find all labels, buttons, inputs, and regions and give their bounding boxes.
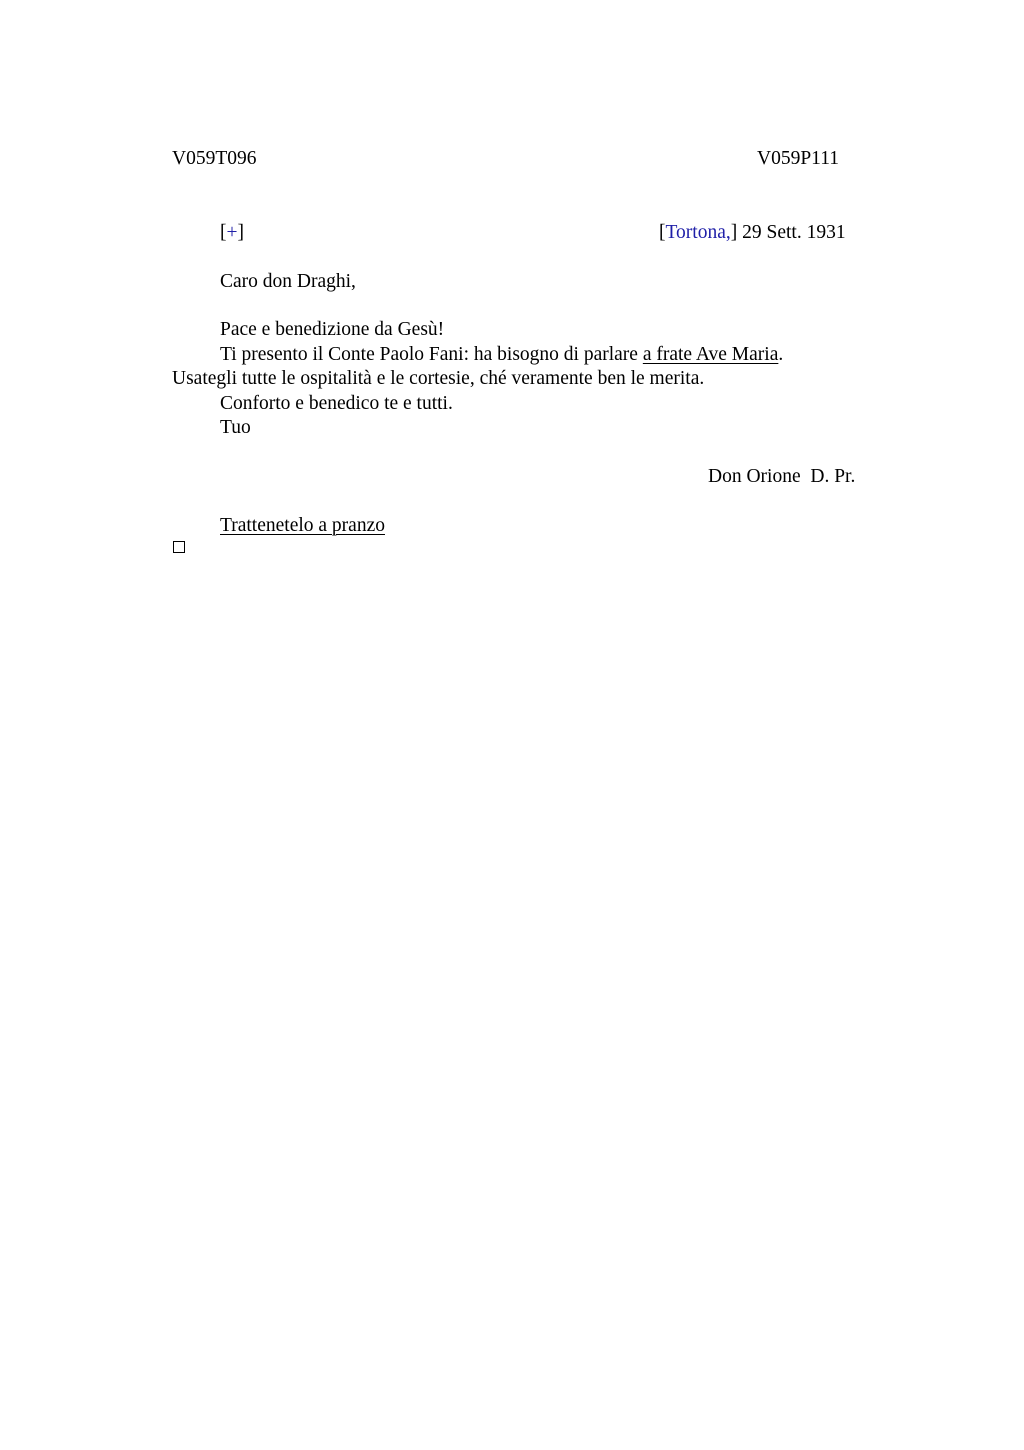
- body-line-3: Conforto e benedico te e tutti.: [220, 393, 453, 414]
- cross-close-bracket: ]: [237, 222, 244, 243]
- cross-header: [220, 223, 244, 243]
- place-date-line: [659, 223, 846, 243]
- body-line-1-underlined: a frate Ave Maria: [642, 344, 779, 365]
- body-line-2: Usategli tutte le ospitalità e le cortesie, ché veramente ben le merita.: [172, 368, 705, 389]
- place-close-bracket: ]: [730, 222, 738, 243]
- postscript: Trattenetelo a pranzo: [220, 515, 385, 536]
- place-open-bracket: [: [659, 222, 666, 243]
- cross-mark: +: [226, 222, 238, 243]
- cross-open-bracket: [: [220, 222, 227, 243]
- empty-square-icon: [173, 541, 185, 553]
- left-document-code: V059T096: [172, 148, 257, 169]
- greeting: Pace e benedizione da Gesù!: [220, 319, 445, 340]
- signature: Don Orione D. Pr.: [708, 466, 856, 487]
- closing: Tuo: [220, 417, 251, 438]
- body-line-1: [220, 345, 783, 365]
- letter-date: 29 Sett. 1931: [737, 222, 846, 243]
- body-line-1-prefix: Ti presento il Conte Paolo Fani: ha bisogno di parlare: [220, 344, 643, 365]
- right-document-code: V059P111: [757, 148, 839, 169]
- body-line-1-suffix: .: [778, 344, 784, 365]
- place-name: Tortona,: [665, 222, 731, 243]
- salutation: Caro don Draghi,: [220, 271, 356, 292]
